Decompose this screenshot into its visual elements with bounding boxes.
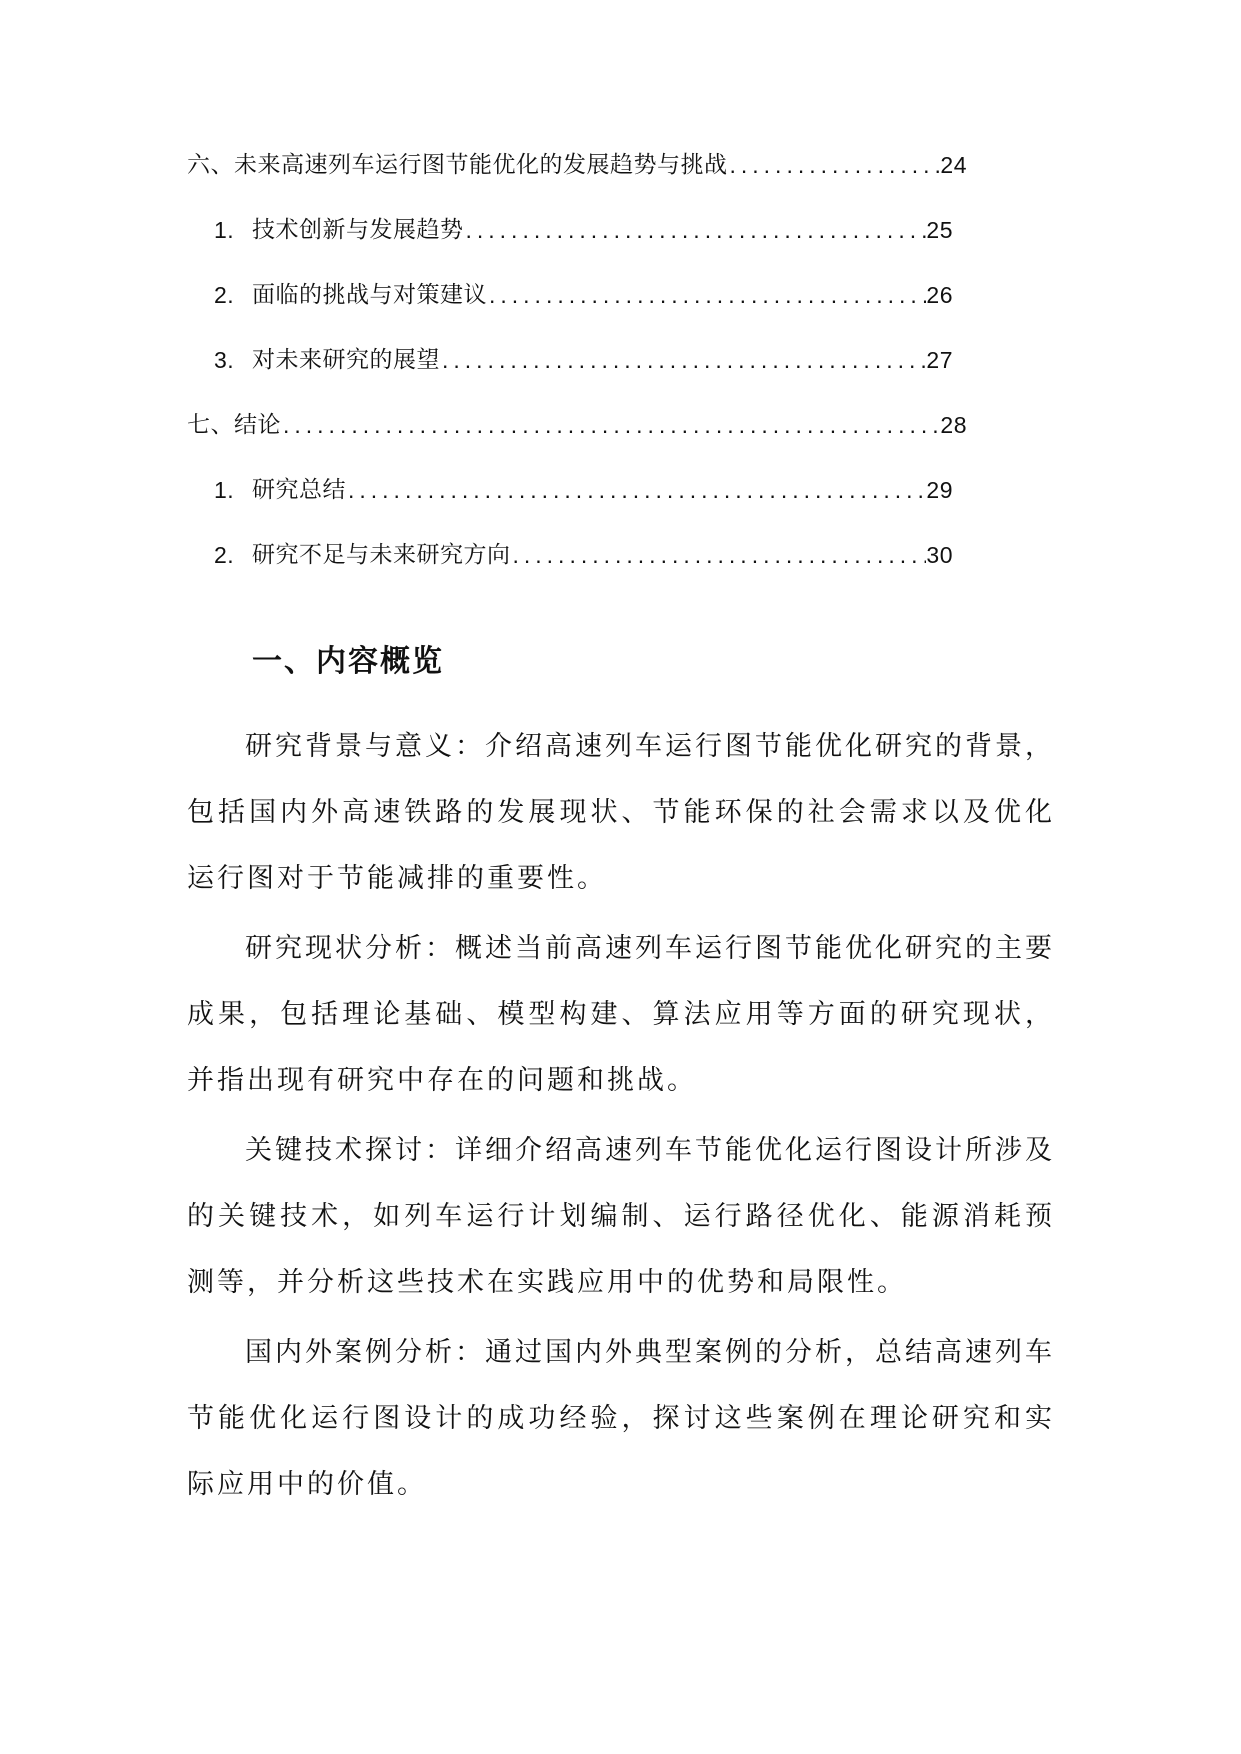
toc-dot-leader [728,148,941,182]
toc-entry-page: 27 [926,347,953,373]
section-heading: 一、内容概览 [252,644,444,679]
toc-dot-leader [440,343,926,377]
toc-dot-leader [487,278,926,312]
toc-entry[interactable] [187,473,967,538]
toc-entry[interactable] [187,408,967,473]
toc-entry-number: 2. [214,542,235,568]
toc-entry-number: 1. [214,217,235,243]
toc-entry[interactable] [187,148,967,213]
section-body [187,714,1055,1522]
toc-entry[interactable] [187,538,967,603]
paragraph-research-status: 研究现状分析：概述当前高速列车运行图节能优化研究的主要成果，包括理论基础、模型构建、算法应用等方面的研究现状，并指出现有研究中存在的问题和挑战。 [187,933,1055,1096]
toc-dot-leader [281,408,940,442]
toc-entry[interactable] [187,213,967,278]
toc-entry-title: 面临的挑战与对策建议 [252,282,487,308]
toc-entry-page: 24 [940,152,967,178]
toc-entry-page: 29 [926,477,953,503]
toc-entry-page: 26 [926,282,953,308]
toc-entry-page: 30 [926,542,953,568]
toc-entry-title: 研究总结 [252,477,346,503]
toc-entry[interactable] [187,278,967,343]
toc-entry-title: 七、结论 [187,412,281,438]
toc-entry[interactable] [187,343,967,408]
toc-dot-leader [511,538,927,572]
toc-entry-number: 3. [214,347,235,373]
toc-dot-leader [346,473,926,507]
toc-entry-title: 研究不足与未来研究方向 [252,542,511,568]
toc-entry-title: 对未来研究的展望 [252,347,440,373]
toc-entry-title: 技术创新与发展趋势 [252,217,464,243]
toc-dot-leader [464,213,927,247]
toc-entry-number: 1. [214,477,235,503]
toc-entry-number: 2. [214,282,235,308]
toc-entry-page: 25 [926,217,953,243]
toc-entry-title: 六、未来高速列车运行图节能优化的发展趋势与挑战 [187,152,728,178]
paragraph-research-background: 研究背景与意义：介绍高速列车运行图节能优化研究的背景，包括国内外高速铁路的发展现状、节能环保的社会需求以及优化运行图对于节能减排的重要性。 [187,731,1055,894]
table-of-contents [187,148,967,603]
paragraph-case-analysis: 国内外案例分析：通过国内外典型案例的分析，总结高速列车节能优化运行图设计的成功经验，探讨这些案例在理论研究和实际应用中的价值。 [187,1337,1055,1500]
toc-entry-page: 28 [940,412,967,438]
paragraph-key-technologies: 关键技术探讨：详细介绍高速列车节能优化运行图设计所涉及的关键技术，如列车运行计划编制、运行路径优化、能源消耗预测等，并分析这些技术在实践应用中的优势和局限性。 [187,1135,1055,1298]
